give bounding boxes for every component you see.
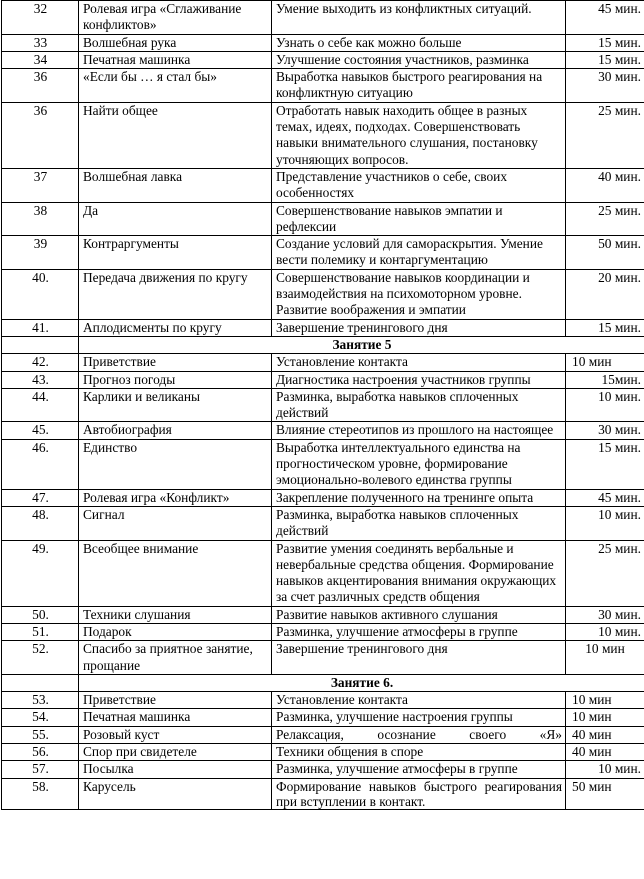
exercise-name: Техники слушания — [79, 606, 272, 623]
table-row — [2, 236, 644, 270]
exercise-duration: 15 мин. — [566, 34, 644, 51]
exercise-duration: 10 мин. — [566, 388, 644, 422]
exercise-goal: Развитие умения соединять вербальные и невербальные средства общения. Формирование навыков акцентирования внимания окружающих за счет различных средств общения — [272, 540, 566, 606]
row-number: 36 — [2, 69, 79, 103]
row-number: 51. — [2, 623, 79, 640]
row-number: 52. — [2, 641, 79, 675]
row-number: 43. — [2, 371, 79, 388]
exercise-goal: Совершенствование навыков эмпатии и рефлексии — [272, 202, 566, 236]
table-row — [2, 726, 644, 743]
table-row — [2, 623, 644, 640]
exercise-duration: 10 мин — [566, 641, 644, 675]
exercise-name: Всеобщее внимание — [79, 540, 272, 606]
table-row — [2, 489, 644, 506]
row-number: 42. — [2, 354, 79, 371]
row-number: 40. — [2, 269, 79, 319]
exercise-name: Ролевая игра «Конфликт» — [79, 489, 272, 506]
table-row — [2, 371, 644, 388]
exercise-duration: 10 мин — [566, 354, 644, 371]
row-number: 41. — [2, 319, 79, 336]
section-header-row — [2, 674, 644, 691]
exercise-duration: 25 мин. — [566, 102, 644, 168]
exercise-name: Печатная машинка — [79, 51, 272, 68]
exercise-duration: 30 мин. — [566, 69, 644, 103]
exercise-schedule-table — [1, 0, 644, 810]
exercise-goal: Установление контакта — [272, 354, 566, 371]
exercise-goal: Завершение тренингового дня — [272, 319, 566, 336]
table-row — [2, 202, 644, 236]
table-row — [2, 778, 644, 809]
table-row — [2, 51, 644, 68]
exercise-name: Карусель — [79, 778, 272, 809]
table-row — [2, 641, 644, 675]
exercise-goal: Умение выходить из конфликтных ситуаций. — [272, 1, 566, 35]
row-number: 33 — [2, 34, 79, 51]
table-row — [2, 439, 644, 489]
exercise-goal: Совершенствование навыков координации и взаимодействия на психомоторном уровне. Развитие воображения и эмпатии — [272, 269, 566, 319]
exercise-name: Прогноз погоды — [79, 371, 272, 388]
section-title: Занятие 6. — [79, 674, 644, 691]
row-number: 37 — [2, 168, 79, 202]
table-row — [2, 540, 644, 606]
exercise-name: Единство — [79, 439, 272, 489]
table-row — [2, 319, 644, 336]
exercise-name: Спор при свидетеле — [79, 744, 272, 761]
table-row — [2, 761, 644, 778]
exercise-duration: 40 мин — [566, 744, 644, 761]
exercise-duration: 10 мин — [566, 709, 644, 726]
exercise-goal: Улучшение состояния участников, разминка — [272, 51, 566, 68]
exercise-duration: 20 мин. — [566, 269, 644, 319]
row-number: 38 — [2, 202, 79, 236]
exercise-name: Приветствие — [79, 354, 272, 371]
exercise-name: Волшебная лавка — [79, 168, 272, 202]
exercise-goal: Завершение тренингового дня — [272, 641, 566, 675]
table-row — [2, 1, 644, 35]
exercise-goal: Разминка, выработка навыков сплоченных действий — [272, 388, 566, 422]
exercise-goal: Диагностика настроения участников группы — [272, 371, 566, 388]
exercise-goal: Развитие навыков активного слушания — [272, 606, 566, 623]
row-number: 36 — [2, 102, 79, 168]
exercise-goal: Отработать навык находить общее в разных темах, идеях, подходах. Совершенствовать навыки внимательного слушания, постановку уточняющих вопросов. — [272, 102, 566, 168]
exercise-name: Да — [79, 202, 272, 236]
row-number: 47. — [2, 489, 79, 506]
exercise-duration: 45 мин. — [566, 489, 644, 506]
table-row — [2, 388, 644, 422]
exercise-goal: Представление участников о себе, своих особенностях — [272, 168, 566, 202]
exercise-goal: Разминка, выработка навыков сплоченных действий — [272, 506, 566, 540]
exercise-duration: 15 мин. — [566, 319, 644, 336]
exercise-goal: Разминка, улучшение настроения группы — [272, 709, 566, 726]
table-row — [2, 69, 644, 103]
exercise-duration: 15 мин. — [566, 439, 644, 489]
exercise-name: Спасибо за приятное занятие, прощание — [79, 641, 272, 675]
exercise-duration: 25 мин. — [566, 540, 644, 606]
exercise-goal: Разминка, улучшение атмосферы в группе — [272, 761, 566, 778]
section-empty-cell — [2, 336, 79, 353]
exercise-duration: 50 мин — [566, 778, 644, 809]
exercise-name: Автобиография — [79, 422, 272, 439]
exercise-duration: 15мин. — [566, 371, 644, 388]
row-number: 53. — [2, 692, 79, 709]
exercise-duration: 50 мин. — [566, 236, 644, 270]
schedule-body — [2, 1, 644, 810]
exercise-goal: Установление контакта — [272, 692, 566, 709]
section-header-row — [2, 336, 644, 353]
table-row — [2, 34, 644, 51]
exercise-goal: Закрепление полученного на тренинге опыта — [272, 489, 566, 506]
exercise-duration: 15 мин. — [566, 51, 644, 68]
table-row — [2, 692, 644, 709]
exercise-name: Приветствие — [79, 692, 272, 709]
exercise-goal: Формирование навыков быстрого реагирования при вступлении в контакт. — [272, 778, 566, 809]
exercise-name: Найти общее — [79, 102, 272, 168]
table-row — [2, 168, 644, 202]
exercise-name: Печатная машинка — [79, 709, 272, 726]
table-row — [2, 422, 644, 439]
exercise-goal: Создание условий для самораскрытия. Умение вести полемику и контаргументацию — [272, 236, 566, 270]
exercise-duration: 25 мин. — [566, 202, 644, 236]
table-row — [2, 744, 644, 761]
section-title: Занятие 5 — [79, 336, 644, 353]
row-number: 39 — [2, 236, 79, 270]
exercise-name: Контраргументы — [79, 236, 272, 270]
exercise-name: Волшебная рука — [79, 34, 272, 51]
row-number: 45. — [2, 422, 79, 439]
row-number: 32 — [2, 1, 79, 35]
row-number: 49. — [2, 540, 79, 606]
row-number: 50. — [2, 606, 79, 623]
exercise-name: Розовый куст — [79, 726, 272, 743]
exercise-goal: Влияние стереотипов из прошлого на настоящее — [272, 422, 566, 439]
exercise-name: Передача движения по кругу — [79, 269, 272, 319]
exercise-name: «Если бы … я стал бы» — [79, 69, 272, 103]
table-row — [2, 269, 644, 319]
row-number: 46. — [2, 439, 79, 489]
exercise-duration: 30 мин. — [566, 606, 644, 623]
row-number: 48. — [2, 506, 79, 540]
exercise-goal: Выработка интеллектуального единства на прогностическом уровне, формирование эмоционально-волевого единства группы — [272, 439, 566, 489]
exercise-duration: 10 мин. — [566, 623, 644, 640]
row-number: 34 — [2, 51, 79, 68]
exercise-name: Сигнал — [79, 506, 272, 540]
table-row — [2, 354, 644, 371]
table-row — [2, 506, 644, 540]
exercise-name: Подарок — [79, 623, 272, 640]
exercise-duration: 40 мин — [566, 726, 644, 743]
exercise-goal: Узнать о себе как можно больше — [272, 34, 566, 51]
table-row — [2, 709, 644, 726]
exercise-name: Карлики и великаны — [79, 388, 272, 422]
exercise-name: Ролевая игра «Сглаживание конфликтов» — [79, 1, 272, 35]
exercise-goal: Релаксация, осознание своего «Я» — [272, 726, 566, 743]
row-number: 58. — [2, 778, 79, 809]
exercise-duration: 10 мин. — [566, 506, 644, 540]
row-number: 57. — [2, 761, 79, 778]
exercise-goal: Выработка навыков быстрого реагирования на конфликтную ситуацию — [272, 69, 566, 103]
row-number: 56. — [2, 744, 79, 761]
exercise-duration: 10 мин — [566, 692, 644, 709]
exercise-duration: 45 мин. — [566, 1, 644, 35]
table-row — [2, 606, 644, 623]
exercise-goal: Техники общения в споре — [272, 744, 566, 761]
row-number: 44. — [2, 388, 79, 422]
table-row — [2, 102, 644, 168]
exercise-name: Аплодисменты по кругу — [79, 319, 272, 336]
exercise-name: Посылка — [79, 761, 272, 778]
row-number: 54. — [2, 709, 79, 726]
section-empty-cell — [2, 674, 79, 691]
exercise-duration: 40 мин. — [566, 168, 644, 202]
exercise-duration: 10 мин. — [566, 761, 644, 778]
row-number: 55. — [2, 726, 79, 743]
exercise-goal: Разминка, улучшение атмосферы в группе — [272, 623, 566, 640]
exercise-duration: 30 мин. — [566, 422, 644, 439]
